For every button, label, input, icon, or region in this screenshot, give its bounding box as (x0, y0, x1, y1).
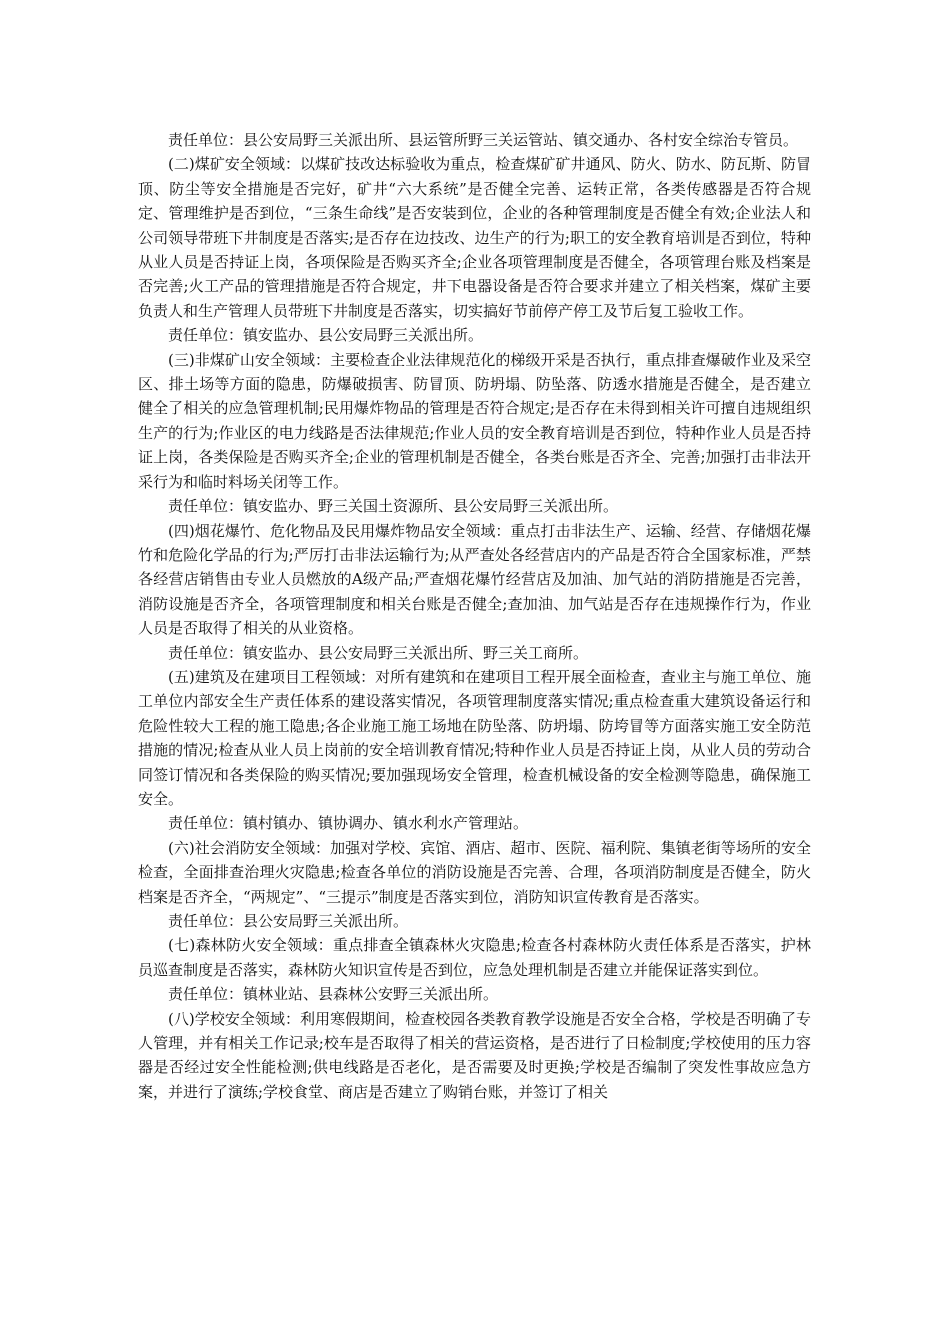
paragraph-forest-fire-prevention: (七)森林防火安全领域：重点排查全镇森林火灾隐患;检查各村森林防火责任体系是否落实，护林员巡查制度是否落实，森林防火知识宣传是否到位，应急处理机制是否建立并能保证落实到位。 (138, 936, 811, 979)
paragraph-responsibility-fireworks: 责任单位：镇安监办、县公安局野三关派出所、野三关工商所。 (168, 643, 589, 662)
paragraph-construction-projects: (五)建筑及在建项目工程领域：对所有建筑和在建项目工程开展全面检查，查业主与施工单位、施工单位内部安全生产责任体系的建设落实情况，各项管理制度落实情况;重点检查重大建筑设备运行和危险性较大工程的施工隐患;各企业施工施工场地在防坠落、防坍塌、防垮冒等方面落实施工安全防范措施的情况;检查从业人员上岗前的安全培训教育情况;特种作业人员是否持证上岗，从业人员的劳动合同签订情况和各类保险的购买情况;要加强现场安全管理，检查机械设备的安全检测等隐患，确保施工安全。 (138, 667, 811, 808)
paragraph-responsibility-fire: 责任单位：县公安局野三关派出所。 (168, 912, 409, 930)
paragraph-non-coal-mine-safety: (三)非煤矿山安全领域：主要检查企业法律规范化的梯级开采是否执行，重点排查爆破作业及采空区、排土场等方面的隐患，防爆破损害、防冒顶、防坍塌、防坠落、防透水措施是否健全，是否建立健全了相关的应急管理机制;民用爆炸物品的管理是否符合规定;是否存在未得到相关许可擅自违规组织生产的行为;作业区的电力线路是否法律规范;作业人员的安全教育培训是否到位，特种作业人员是否持证上岗，各类保险是否购买齐全;企业的管理机制是否健全，各类台账是否齐全、完善;加强打击非法开采行为和临时料场关闭等工作。 (138, 350, 811, 491)
paragraph-responsibility-forest: 责任单位：镇林业站、县森林公安野三关派出所。 (168, 985, 499, 1004)
paragraph-responsibility-traffic: 责任单位：县公安局野三关派出所、县运管所野三关运管站、镇交通办、各村安全综治专管员。 (168, 131, 799, 149)
paragraph-coal-mine-safety: (二)煤矿安全领域：以煤矿技改达标验收为重点，检查煤矿矿井通风、防火、防水、防瓦斯、防冒顶、防尘等安全措施是否完好，矿井“六大系统”是否健全完善、运转正常，各类传感器是否符合规定、管理维护是否到位，“三条生命线”是否安装到位，企业的各种管理制度是否健全有效;企业法人和公司领导带班下井制度是否落实;是否存在边技改、边生产的行为;职工的安全教育培训是否到位，特种从业人员是否持证上岗，各项保险是否购买齐全;企业各项管理制度是否健全，各项管理台账及档案是否完善;火工产品的管理措施是否符合规定，井下电器设备是否符合要求并建立了相关档案，煤矿主要负责人和生产管理人员带班下井制度是否落实，切实搞好节前停产停工及节后复工验收工作。 (138, 155, 811, 320)
document-page (138, 128, 811, 1104)
paragraph-responsibility-non-coal: 责任单位：镇安监办、野三关国土资源所、县公安局野三关派出所。 (168, 497, 619, 516)
paragraph-social-fire-safety: (六)社会消防安全领域：加强对学校、宾馆、酒店、超市、医院、福利院、集镇老街等场所的安全检查，全面排查治理火灾隐患;检查各单位的消防设施是否完善、合理，各项消防制度是否健全，防火档案是否齐全，“两规定”、“三提示”制度是否落实到位，消防知识宣传教育是否落实。 (138, 838, 811, 906)
paragraph-responsibility-coal: 责任单位：镇安监办、县公安局野三关派出所。 (168, 326, 484, 345)
paragraph-fireworks-hazardous: (四)烟花爆竹、危化物品及民用爆炸物品安全领域：重点打击非法生产、运输、经营、存储烟花爆竹和危险化学品的行为;严厉打击非法运输行为;从严查处各经营店内的产品是否符合全国家标准，严禁各经营店销售由专业人员燃放的A级产品;严查烟花爆竹经营店及加油、加气站的消防措施是否完善，消防设施是否齐全，各项管理制度和相关台账是否健全;查加油、加气站是否存在违规操作行为，作业人员是否取得了相关的从业资格。 (138, 521, 811, 638)
paragraph-school-safety: (八)学校安全领域：利用寒假期间，检查校园各类教育教学设施是否安全合格，学校是否明确了专人管理，并有相关工作记录;校车是否取得了相关的营运资格，是否进行了日检制度;学校使用的压力容器是否经过安全性能检测;供电线路是否老化，是否需要及时更换;学校是否编制了突发性事故应急方案，并进行了演练;学校食堂、商店是否建立了购销台账，并签订了相关 (138, 1009, 811, 1101)
paragraph-responsibility-construction: 责任单位：镇村镇办、镇协调办、镇水利水产管理站。 (168, 814, 529, 833)
